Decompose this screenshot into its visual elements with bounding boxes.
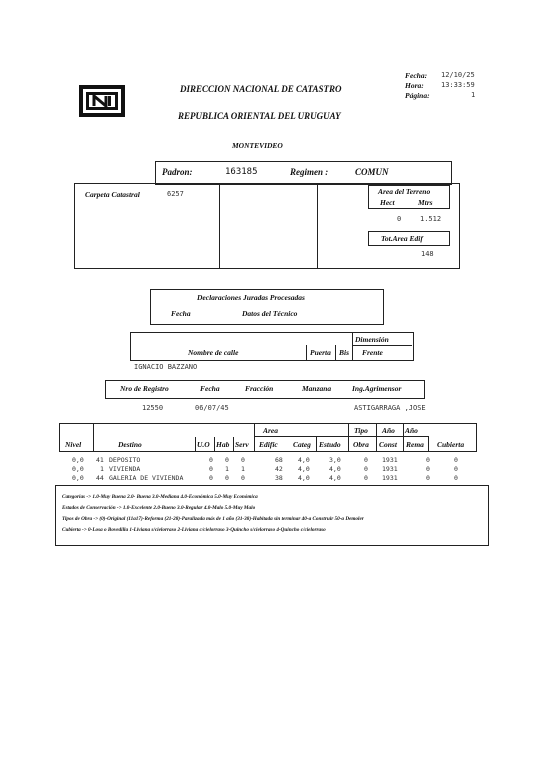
- declaraciones-fecha-label: Fecha: [171, 309, 191, 318]
- row-destino: VIVIENDA: [109, 465, 141, 473]
- mtrs-label: Mtrs: [418, 198, 433, 207]
- hdr-cubierta: Cubierta: [437, 440, 465, 449]
- row-tipo: 0: [364, 474, 368, 482]
- hdr-anio1-top: Año: [382, 426, 395, 435]
- row-cubierta: 0: [454, 465, 458, 473]
- row-area: 68: [275, 456, 283, 464]
- header-title-1: DIRECCION NACIONAL DE CATASTRO: [180, 84, 342, 94]
- nro-registro-label: Nro de Registro: [120, 384, 169, 393]
- manzana-label: Manzana: [302, 384, 332, 393]
- row-estudo: 4,0: [329, 465, 341, 473]
- area-terreno-label: Area del Terreno: [378, 187, 431, 196]
- hora-label: Hora:: [405, 81, 424, 90]
- row-categ: 4,0: [298, 465, 310, 473]
- header-title-2: REPUBLICA ORIENTAL DEL URUGUAY: [178, 111, 341, 121]
- regimen-value: COMUN: [355, 167, 389, 177]
- fecha-label: Fecha:: [405, 71, 428, 80]
- nro-registro-value: 12550: [142, 404, 164, 412]
- row-code: 44: [96, 474, 104, 482]
- row-rema: 0: [426, 474, 430, 482]
- calle-divider-3: [352, 332, 353, 360]
- col-div-10: [428, 437, 429, 451]
- row-hab: 0: [225, 456, 229, 464]
- row-const: 1931: [382, 474, 398, 482]
- info-divider-2: [317, 183, 318, 268]
- hdr-anio1-bottom: Const: [379, 440, 397, 449]
- legend-estados: Estados de Conservación -> 1.0-Excelente 2.0-Bueno 3.0-Regular 4.0-Malo 5.0-Muy Malo: [62, 505, 256, 511]
- col-div-7: [348, 423, 349, 451]
- col-div-8: [376, 423, 377, 451]
- hdr-area-top: Area: [263, 426, 278, 435]
- row-serv: 0: [241, 456, 245, 464]
- row-area: 38: [275, 474, 283, 482]
- hdr-anio2-bottom: Rema: [406, 440, 424, 449]
- hdr-hab: Hab: [216, 440, 230, 449]
- row-destino: DEPOSITO: [109, 456, 141, 464]
- hora-value: 13:33:59: [441, 81, 475, 89]
- legend-tipos-obra: Tipos de Obra -> (0)-Original (11a17)-Reforma (21-28)-Paralizada más de 1 año (31-38)-Habitada sin terminar 40-a Construir 50-a Demoler: [62, 516, 364, 522]
- row-uo: 0: [209, 465, 213, 473]
- pagina-label: Página:: [405, 91, 430, 100]
- hdr-tipo-bottom: Obra: [353, 440, 369, 449]
- hdr-estudo: Estudo: [319, 440, 341, 449]
- frente-label: Frente: [362, 348, 383, 357]
- bis-label: Bis: [339, 348, 350, 357]
- row-estudo: 3,0: [329, 456, 341, 464]
- col-div-2: [195, 437, 196, 451]
- padron-label: Padron:: [162, 167, 193, 177]
- col-div-6: [316, 437, 317, 451]
- pagina-value: 1: [471, 91, 476, 99]
- header-city: MONTEVIDEO: [232, 141, 283, 150]
- row-serv: 1: [241, 465, 245, 473]
- calle-divider-h: [352, 345, 412, 346]
- row-code: 1: [100, 465, 104, 473]
- hdr-tipo-top: Tipo: [354, 426, 368, 435]
- col-div-3: [214, 437, 215, 451]
- hect-value: 0: [397, 215, 402, 223]
- row-hab: 0: [225, 474, 229, 482]
- declaraciones-tecnico-label: Datos del Técnico: [242, 309, 298, 318]
- nombre-calle-value: IGNACIO BAZZANO: [134, 363, 198, 371]
- row-serv: 0: [241, 474, 245, 482]
- row-estudo: 4,0: [329, 474, 341, 482]
- catastro-logo: [79, 85, 125, 117]
- row-rema: 0: [426, 465, 430, 473]
- row-uo: 0: [209, 474, 213, 482]
- calle-divider-1: [306, 345, 307, 360]
- dimension-label: Dimensión: [355, 335, 389, 344]
- row-rema: 0: [426, 456, 430, 464]
- row-destino: GALERIA DE VIVIENDA: [109, 474, 184, 482]
- row-cubierta: 0: [454, 456, 458, 464]
- row-hab: 1: [225, 465, 229, 473]
- row-area: 42: [275, 465, 283, 473]
- puerta-label: Puerta: [310, 348, 331, 357]
- table-row: [60, 474, 480, 483]
- hect-label: Hect: [380, 198, 395, 207]
- hdr-destino: Destino: [118, 440, 142, 449]
- registro-fecha-label: Fecha: [200, 384, 220, 393]
- row-cubierta: 0: [454, 474, 458, 482]
- hdr-serv: Serv: [235, 440, 249, 449]
- row-tipo: 0: [364, 465, 368, 473]
- row-code: 41: [96, 456, 104, 464]
- mtrs-value: 1.512: [420, 215, 442, 223]
- declaraciones-title: Declaraciones Juradas Procesadas: [197, 293, 305, 302]
- carpeta-value: 6257: [167, 190, 184, 198]
- carpeta-label: Carpeta Catastral: [85, 190, 140, 199]
- registro-fecha-value: 06/07/45: [195, 404, 229, 412]
- table-row: [60, 465, 480, 474]
- legend-categorias: Categorias -> 1.0-Muy Buena 2.0- Buena 3.0-Mediana 4.0-Económica 5.0-Muy Económica: [62, 494, 258, 500]
- row-nivel: 0,0: [72, 474, 84, 482]
- hdr-nivel: Nivel: [65, 440, 82, 449]
- row-categ: 4,0: [298, 456, 310, 464]
- row-categ: 4,0: [298, 474, 310, 482]
- hdr-anio2-top: Año: [405, 426, 418, 435]
- info-divider-1: [219, 183, 220, 268]
- nombre-calle-label: Nombre de calle: [188, 348, 239, 357]
- table-row: [60, 456, 480, 465]
- row-uo: 0: [209, 456, 213, 464]
- tot-area-label: Tot.Area Edif: [381, 234, 423, 243]
- fraccion-label: Fracción: [245, 384, 274, 393]
- row-nivel: 0,0: [72, 456, 84, 464]
- hdr-uo: U.O: [197, 440, 210, 449]
- legend-cubierta: Cubierta -> 0-Losa o Bovedilla 1-Liviana s/cielorraso 2-Liviana c/cielorraso 3-Quincho s/cielorraso 4-Quincho c/cielorraso: [62, 527, 326, 533]
- fecha-value: 12/10/25: [441, 71, 475, 79]
- row-const: 1931: [382, 465, 398, 473]
- col-div-1: [93, 423, 94, 451]
- col-div-5: [254, 423, 255, 451]
- ing-agrimensor-value: ASTIGARRAGA ,JOSE: [354, 404, 426, 412]
- regimen-label: Regimen :: [290, 167, 329, 177]
- hdr-categ: Categ: [293, 440, 311, 449]
- calle-divider-2: [335, 345, 336, 360]
- col-div-9: [403, 423, 404, 451]
- row-nivel: 0,0: [72, 465, 84, 473]
- row-tipo: 0: [364, 456, 368, 464]
- tot-area-value: 148: [421, 250, 434, 258]
- hdr-area-bottom: Edific: [259, 440, 278, 449]
- header-mid-line: [254, 436, 429, 437]
- padron-value: 163185: [225, 167, 258, 177]
- ing-agrimensor-label: Ing.Agrimensor: [352, 384, 402, 393]
- row-const: 1931: [382, 456, 398, 464]
- col-div-4: [233, 437, 234, 451]
